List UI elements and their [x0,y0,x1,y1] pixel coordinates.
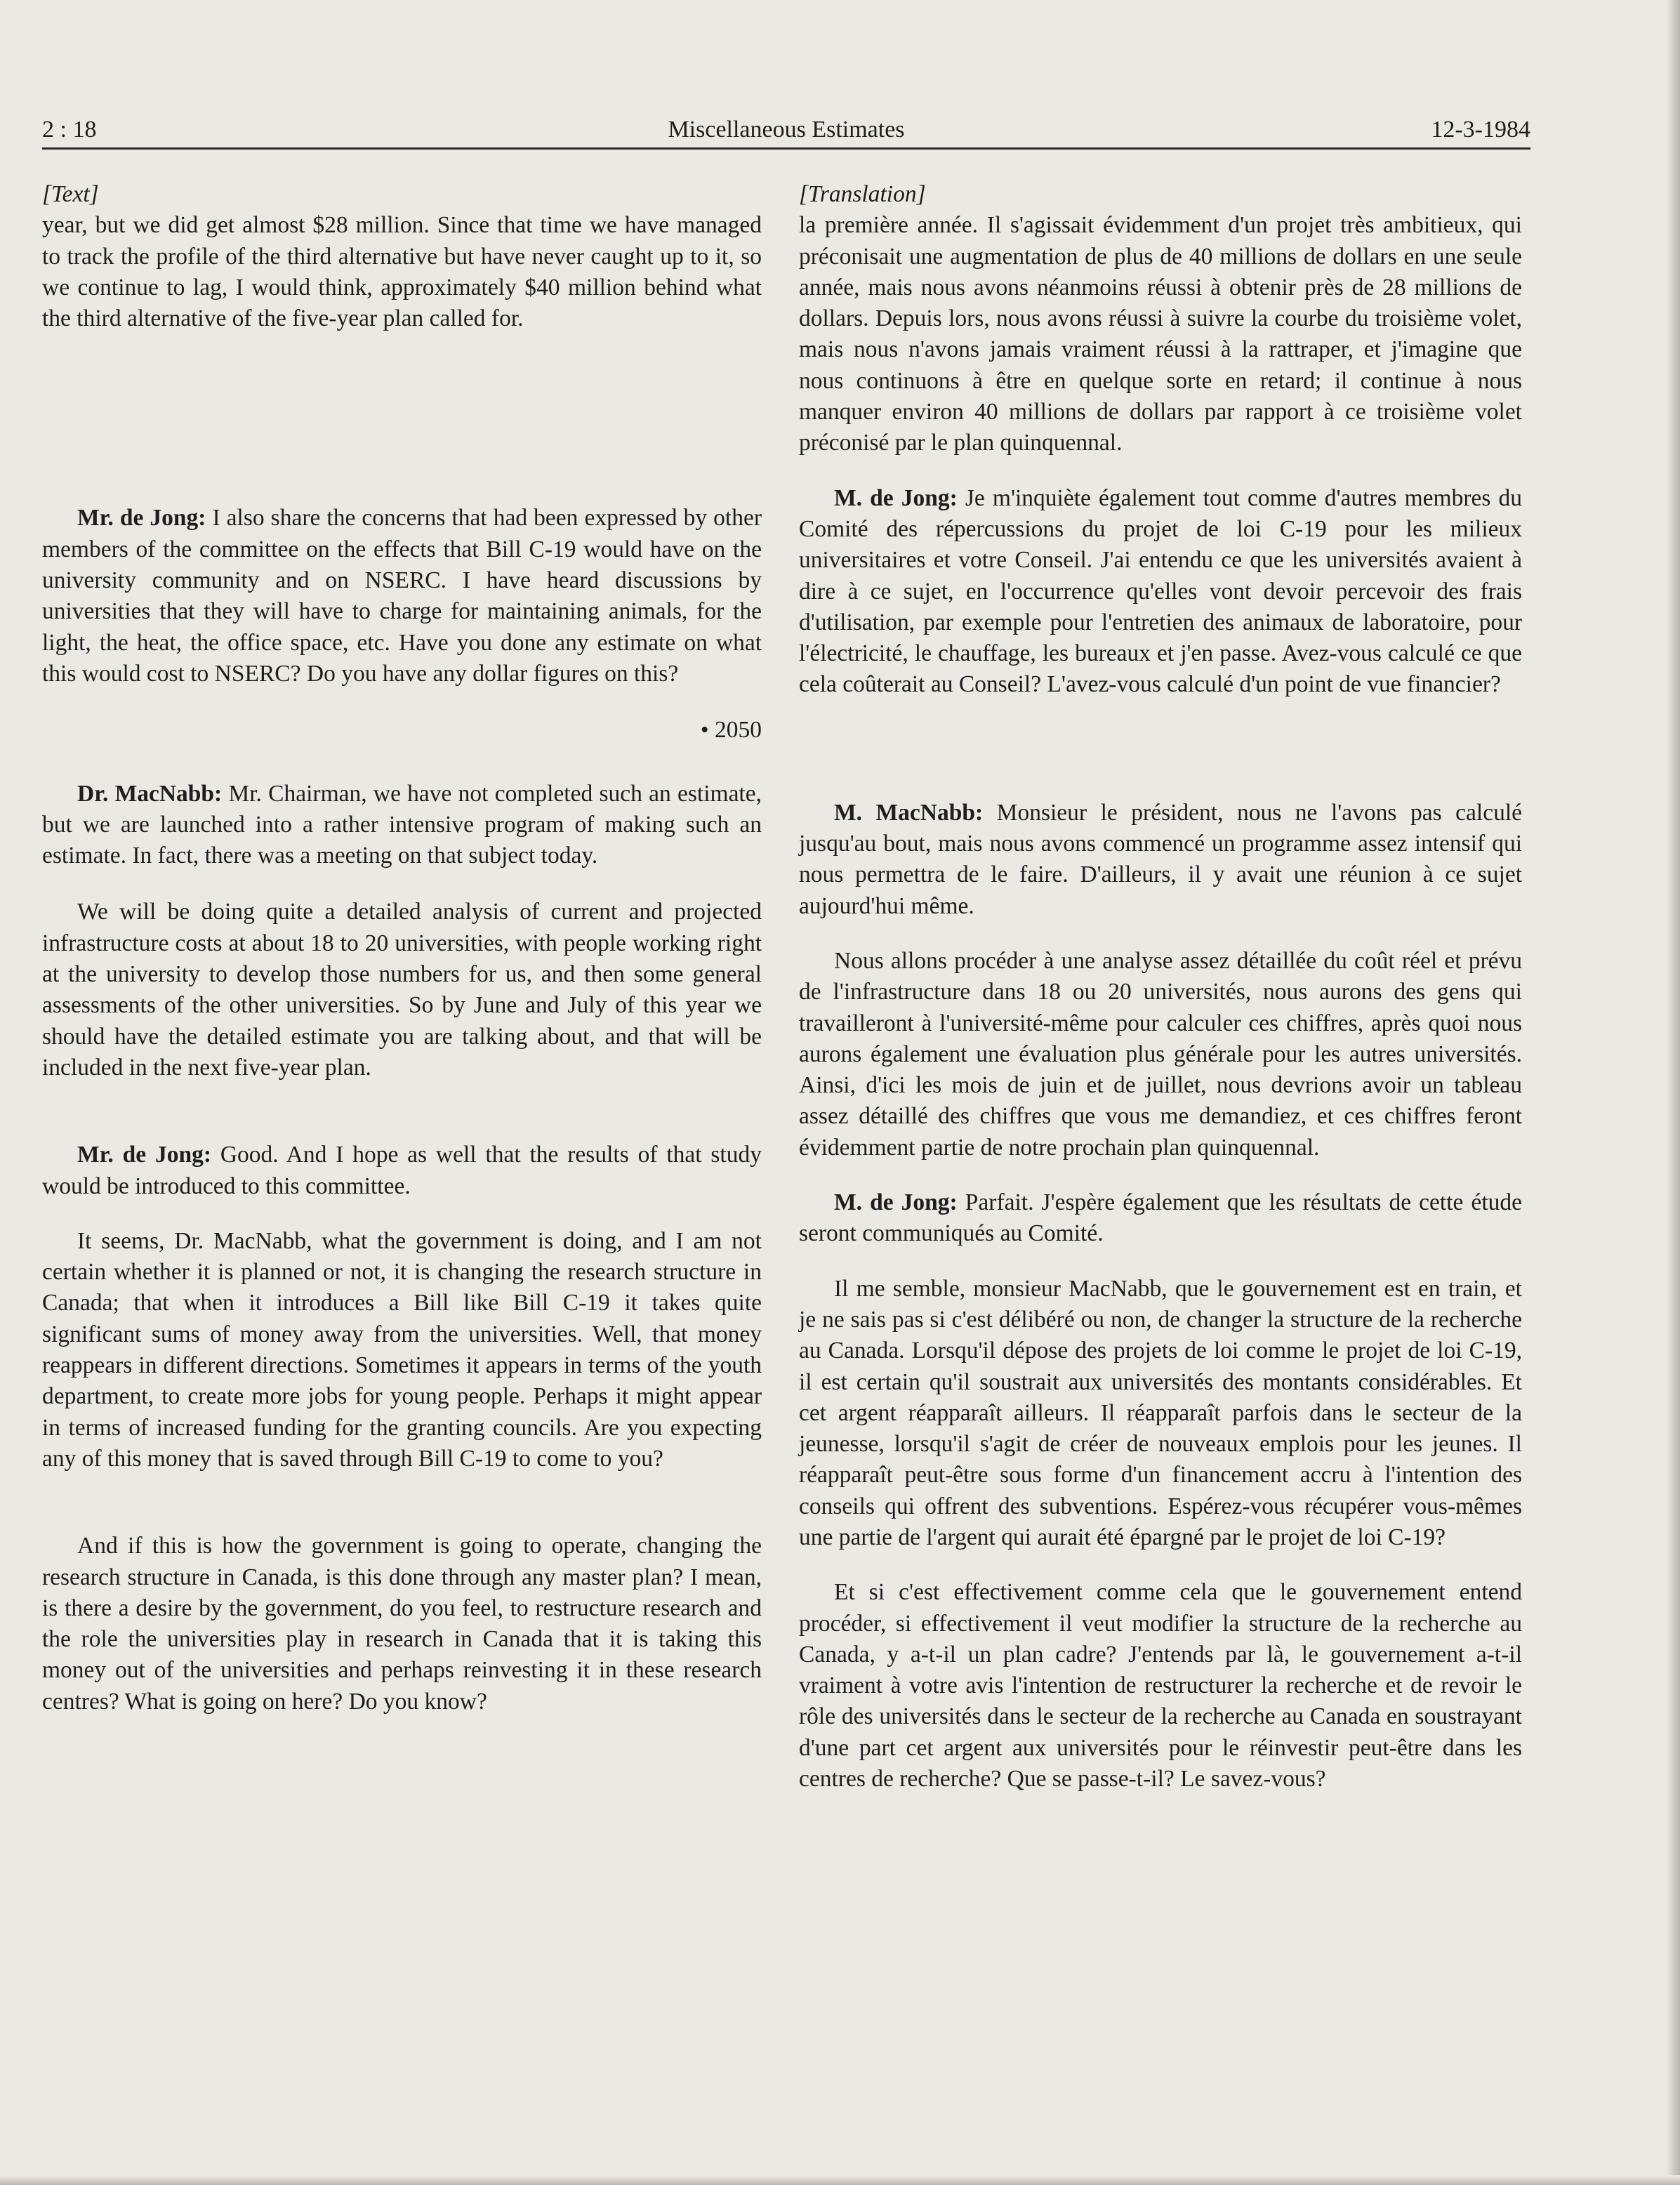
translation-label: [Translation] [799,181,926,207]
speech-text: Monsieur le président, nous ne l'avons pas calculé jusqu'au bout, mais nous avons commencé un programme assez intensif qui nous permettra de le faire. D'ailleurs, il y avait une réunion à ce sujet aujourd'hui même. [799,799,1523,919]
speaker-name: Mr. de Jong: [77,1142,212,1168]
paragraph [42,1140,762,1202]
speaker-name: M. de Jong: [834,484,958,511]
speech-text: Je m'inquiète également tout comme d'autres membres du Comité des répercussions du projet de loi C-19 pour les milieux universitaires et votre Conseil. J'ai entendu ce que les universités avaient à dire à ce sujet, en l'occurrence qu'elles vont devoir percevoir des frais d'utilisation, par exemple pour l'entretien des animaux de laboratoire, pour l'électricité, le chauffage, les bureaux et j'en passe. Avez-vous calculé ce que cela coûterait au Conseil? L'avez-vous calculé d'un point de vue financier? [799,484,1523,698]
paragraph [799,483,1522,701]
paragraph [799,798,1522,922]
speaker-name: M. MacNabb: [834,799,984,826]
speaker-name: Mr. de Jong: [77,505,206,532]
page-number: 2 : 18 [42,117,97,143]
paragraph: Et si c'est effectivement comme cela que le gouvernement entend procéder, si effectivement il veut modifier la structure de la recherche au Canada, y a-t-il un plan cadre? J'entends par là, le gouvernement a-t-il vraiment à votre avis l'intention de restructurer la recherche et de revoir le rôle des universités dans le secteur de la recherche au Canada en soustrayant d'une part cet argent aux universités pour le réinvestir peut-être dans les centres de recherche? Que se passe-t-il? Le savez-vous? [799,1579,1522,1793]
paragraph: Nous allons procéder à une analyse assez détaillée du coût réel et prévu de l'infrastructure dans 18 ou 20 universités, nous aurons des gens qui travailleront à l'université-même pour calculer ces chiffres, après quoi nous aurons également une évaluation plus générale pour les autres universités. Ainsi, d'ici les mois de juin et de juillet, nous devrions avoir un tableau assez détaillé des chiffres que vous me demandiez, et ces chiffres feront évidemment partie de notre prochain plan quinquennal. [799,947,1522,1161]
page-bottom-shadow [0,2175,1680,2185]
paragraph: Il me semble, monsieur MacNabb, que le gouvernement est en train, et je ne sais pas si c'est délibéré ou non, de changer la structure de la recherche au Canada. Lorsqu'il dépose des projets de loi comme le projet de loi C-19, il est certain qu'il soustrait aux universités des montants considérables. Et cet argent réapparaît ailleurs. Il réapparaît parfois dans le secteur de la jeunesse, lorsqu'il s'agit de créer de nouveaux emplois pour les jeunes. Il réapparaît peut-être sous forme d'un financement accru à l'intention des conseils qui offrent des subventions. Espérez-vous récupérer vous-mêmes une partie de l'argent qui aurait été épargné par le projet de loi C-19? [799,1275,1522,1550]
speaker-name: Dr. MacNabb: [77,780,223,807]
paragraph [42,503,762,689]
time-marker: • 2050 [700,717,762,744]
speech-text: Mr. Chairman, we have not completed such an estimate, but we are launched into a rather intensive program of making such an estimate. In fact, there was a meeting on that subject today. [42,780,762,869]
french-column [799,179,1522,1795]
page-date: 12-3-1984 [1431,117,1530,143]
paragraph [42,779,762,872]
paragraph: la première année. Il s'agissait évidemment d'un projet très ambitieux, qui préconisait une augmentation de plus de 40 millions de dollars en une seule année, mais nous avons néanmoins réussi à obtenir près de 28 millions de dollars. Depuis lors, nous avons réussi à suivre la courbe du troisième volet, mais nous n'avons jamais vraiment réussi à la rattraper, et j'imagine que nous continuons à être en quelque sorte en retard; il continue à nous manquer environ 40 millions de dollars par rapport à ce troisième volet préconisé par le plan quinquennal. [799,212,1522,456]
page-header [42,105,1530,150]
paragraph: It seems, Dr. MacNabb, what the government is doing, and I am not certain whether it is planned or not, it is changing the research structure in Canada; that when it introduces a Bill like Bill C-19 it takes quite significant sums of money away from the universities. Well, that money reappears in different directions. Sometimes it appears in terms of the youth department, to create more jobs for young people. Perhaps it might appear in terms of increased funding for the granting councils. Are you expecting any of this money that is saved through Bill C-19 to come to you? [42,1227,762,1472]
paragraph: We will be doing quite a detailed analysis of current and projected infrastructure costs at about 18 to 20 universities, with people working right at the university to develop those numbers for us, and then some general assessments of the other universities. So by June and July of this year we should have the detailed estimate you are talking about, and that will be included in the next five-year plan. [42,899,762,1081]
speech-text: Parfait. J'espère également que les résultats de cette étude seront communiqués au Comité. [799,1189,1523,1247]
paragraph: year, but we did get almost $28 million. Since that time we have managed to track the profile of the third alternative but have never caught up to it, so we continue to lag, I would think, approximately $40 million behind what the third alternative of the five-year plan called for. [42,212,762,332]
speech-text: Good. And I hope as well that the results of that study would be introduced to this committee. [42,1142,762,1199]
speech-text: I also share the concerns that had been expressed by other members of the committee on the effects that Bill C-19 would have on the university community and on NSERC. I have heard discussions by universities that they will have to charge for maintaining animals, for the light, the heat, the office space, etc. Have you done any estimate on what this would cost to NSERC? Do you have any dollar figures on this? [42,505,762,687]
text-label: [Text] [42,181,99,207]
speaker-name: M. de Jong: [834,1189,958,1216]
running-title: Miscellaneous Estimates [668,117,905,143]
english-column [42,179,762,1717]
paragraph: And if this is how the government is going to operate, changing the research structure in Canada, is this done through any master plan? I mean, is there a desire by the government, do you feel, to restructure research and the role the universities play in research in Canada that it is taking this money out of the universities and perhaps reinvesting it in these research centres? What is going on here? Do you know? [42,1533,762,1715]
paragraph [799,1187,1522,1250]
page-edge-shadow [1666,0,1680,2185]
